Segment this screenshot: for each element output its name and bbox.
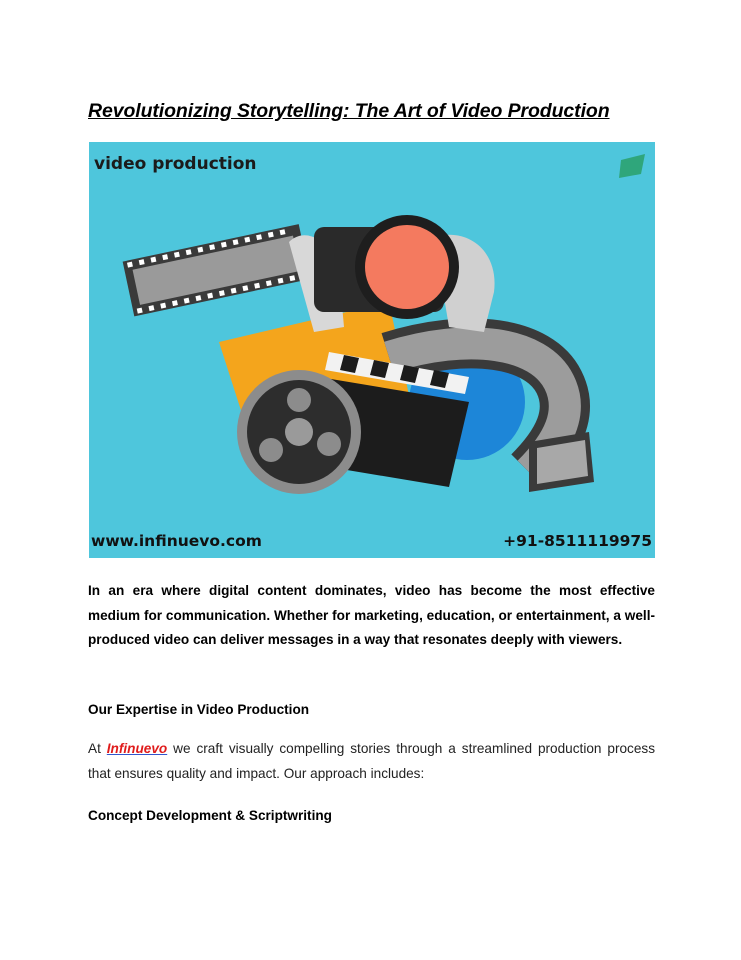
- document-title: Revolutionizing Storytelling: The Art of Video Production: [88, 100, 610, 122]
- video-production-illustration: [89, 142, 655, 558]
- expertise-paragraph: [88, 737, 655, 786]
- hero-website: www.infinuevo.com: [91, 532, 262, 550]
- expertise-prefix: At: [88, 741, 107, 756]
- brand-link[interactable]: Infinuevo: [106, 741, 168, 756]
- hero-label: video production: [94, 154, 257, 174]
- hero-image: [89, 142, 655, 558]
- section-heading: Our Expertise in Video Production: [88, 702, 310, 717]
- hero-phone: +91-8511119975: [503, 532, 652, 550]
- subheading: Concept Development & Scriptwriting: [88, 808, 332, 823]
- expertise-suffix: we craft visually compelling stories through a streamlined production process that ensures quality and impact. Our approach includes:: [88, 741, 655, 781]
- intro-paragraph: In an era where digital content dominates, video has become the most effective medium for communication. Whether for marketing, education, or entertainment, a well-produced video can deliver messages in a way that resonates deeply with viewers.: [88, 583, 655, 647]
